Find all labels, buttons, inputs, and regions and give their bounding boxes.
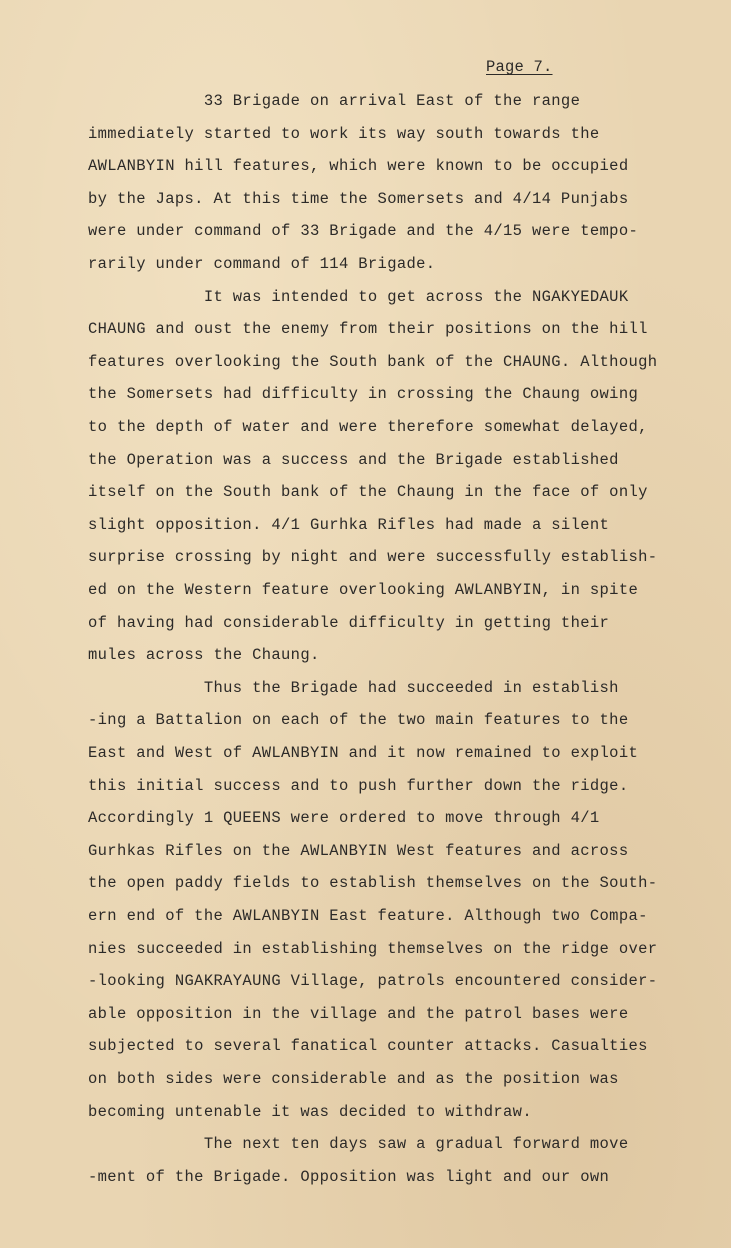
text-line: the Operation was a success and the Brigade established: [88, 450, 619, 469]
text-line: of having had considerable difficulty in getting their: [88, 613, 610, 632]
text-line: immediately started to work its way south towards the: [88, 124, 600, 143]
text-line: becoming untenable it was decided to withdraw.: [88, 1102, 532, 1121]
text-line: CHAUNG and oust the enemy from their positions on the hill: [88, 320, 648, 339]
text-line: mules across the Chaung.: [88, 646, 320, 665]
text-line: -ment of the Brigade. Opposition was light and our own: [88, 1167, 610, 1186]
text-line: on both sides were considerable and as the position was: [88, 1070, 619, 1088]
text-line: 33 Brigade on arrival East of the range: [88, 92, 581, 110]
text-line: by the Japs. At this time the Somersets and 4/14 Punjabs: [88, 189, 629, 208]
text-line: the Somersets had difficulty in crossing the Chaung owing: [88, 385, 639, 404]
text-line: Thus the Brigade had succeeded in establish: [88, 678, 619, 697]
text-line: -ing a Battalion on each of the two main features to the: [88, 711, 629, 730]
text-line: East and West of AWLANBYIN and it now remained to exploit: [88, 744, 639, 762]
text-line: itself on the South bank of the Chaung in the face of only: [88, 483, 648, 502]
text-line: slight opposition. 4/1 Gurhka Rifles had made a silent: [88, 515, 610, 534]
text-line: -looking NGAKRAYAUNG Village, patrols encountered consider-: [88, 972, 658, 991]
page-number: [486, 58, 553, 76]
text-line: surprise crossing by night and were successfully establish-: [88, 548, 658, 567]
text-line: to the depth of water and were therefore somewhat delayed,: [88, 418, 648, 436]
text-line: features overlooking the South bank of the CHAUNG. Although: [88, 352, 658, 371]
text-line: It was intended to get across the NGAKYEDAUK: [88, 287, 629, 306]
text-line: ern end of the AWLANBYIN East feature. Although two Compa-: [88, 907, 648, 925]
page-number-text: Page 7.: [486, 58, 553, 76]
text-line: were under command of 33 Brigade and the 4/15 were tempo-: [88, 222, 639, 241]
text-line: Accordingly 1 QUEENS were ordered to move through 4/1: [88, 809, 600, 828]
text-line: the open paddy fields to establish themselves on the South-: [88, 874, 658, 893]
text-line: The next ten days saw a gradual forward move: [88, 1135, 629, 1154]
text-line: Gurhkas Rifles on the AWLANBYIN West features and across: [88, 841, 629, 860]
text-line: this initial success and to push further down the ridge.: [88, 776, 629, 795]
text-line: AWLANBYIN hill features, which were known to be occupied: [88, 157, 629, 176]
text-line: nies succeeded in establishing themselves on the ridge over: [88, 939, 658, 958]
text-line: ed on the Western feature overlooking AWLANBYIN, in spite: [88, 581, 639, 599]
text-line: rarily under command of 114 Brigade.: [88, 255, 436, 273]
text-line: subjected to several fanatical counter attacks. Casualties: [88, 1037, 648, 1056]
text-line: able opposition in the village and the patrol bases were: [88, 1004, 629, 1023]
